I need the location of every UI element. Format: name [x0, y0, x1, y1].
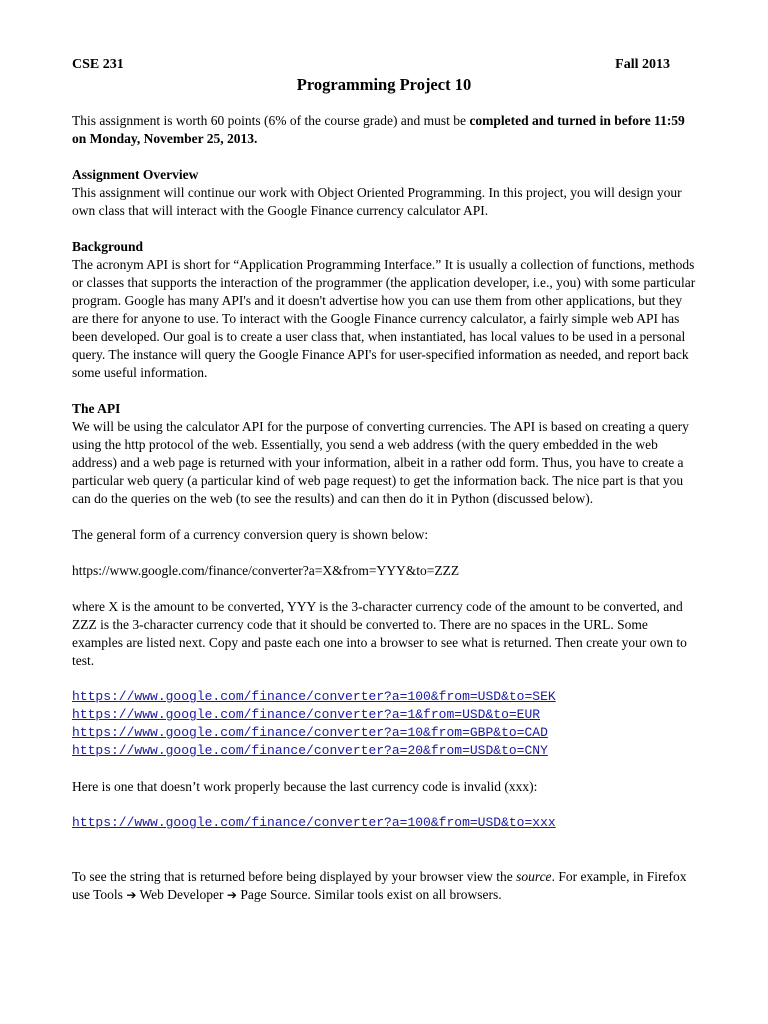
intro-paragraph	[72, 112, 700, 148]
general-form-intro: The general form of a currency conversion query is shown below:	[72, 527, 429, 542]
overview-heading: Assignment Overview	[72, 167, 199, 182]
source-italic: source	[516, 869, 552, 884]
overview-paragraph: This assignment will continue our work with Object Oriented Programming. In this project, you will design your own class that will interact with the Google Finance currency calculator API.	[72, 185, 682, 218]
invalid-example-link[interactable]: https://www.google.com/finance/converter?a=100&from=USD&to=xxx	[72, 815, 556, 830]
intro-text: This assignment is worth 60 points (6% of the course grade) and must be	[72, 113, 470, 128]
arrow-right-icon: ➔	[126, 888, 137, 902]
background-heading: Background	[72, 239, 144, 254]
source-paragraph	[72, 868, 700, 904]
document-body	[72, 112, 700, 904]
background-paragraph: The acronym API is short for “Application Programming Interface.” It is usually a collection of functions, methods or classes that supports the interaction of the programmer (the application developer, i.e., you) with some particular program. Google has many API's and it doesn't advertise how you can use them from other applications, but they are there for anyone to use. To interact with the Google Finance currency calculator, a fairly simple web API has been developed. Our goal is to create a user class that, when instantiated, has local values to be used in a personal query. The instance will query the Google Finance API's for user-specified information as needed, and report back some useful information.	[72, 257, 696, 380]
page-title: Programming Project 10	[296, 75, 472, 94]
example-link[interactable]: https://www.google.com/finance/converter?a=20&from=USD&to=CNY	[72, 743, 548, 758]
source-text: To see the string that is returned before being displayed by your browser view the	[72, 869, 517, 884]
api-heading: The API	[72, 401, 121, 416]
course-code: CSE 231	[72, 57, 124, 72]
example-link[interactable]: https://www.google.com/finance/converter?a=1&from=USD&to=EUR	[72, 707, 541, 722]
source-text-2: . For example, in Firefox use Tools	[72, 869, 687, 902]
invalid-intro: Here is one that doesn’t work properly because the last currency code is invalid (xxx):	[72, 779, 538, 794]
menu-page-source: Page Source. Similar tools exist on all browsers.	[240, 887, 502, 902]
example-link[interactable]: https://www.google.com/finance/converter?a=10&from=GBP&to=CAD	[72, 725, 548, 740]
example-link[interactable]: https://www.google.com/finance/converter?a=100&from=USD&to=SEK	[72, 689, 556, 704]
term: Fall 2013	[615, 57, 670, 72]
arrow-right-icon: ➔	[226, 888, 237, 902]
due-date: completed and turned in before 11:59 on Monday, November 25, 2013.	[72, 113, 685, 146]
example-links	[72, 688, 700, 760]
menu-web-developer: Web Developer	[139, 887, 224, 902]
general-form-url: https://www.google.com/finance/converter?a=X&from=YYY&to=ZZZ	[72, 563, 460, 578]
api-paragraph: We will be using the calculator API for the purpose of converting currencies. The API is based on creating a query using the http protocol of the web. Essentially, you send a web address (with the query embedded in the web address) and a web page is returned with your information, albeit in a rather odd form. Thus, you have to create a particular web query (a particular kind of web page request) to get the information back. The nice part is that you can do the queries on the web (to see the results) and can then do it in Python (discussed below).	[72, 419, 689, 506]
explanation-paragraph: where X is the amount to be converted, YYY is the 3-character currency code of the amount to be converted, and ZZZ is the 3-character currency code that it should be converted to. There are no spaces in the URL. Some examples are listed next. Copy and paste each one into a browser to see what is returned. Then create your own to test.	[72, 599, 687, 668]
